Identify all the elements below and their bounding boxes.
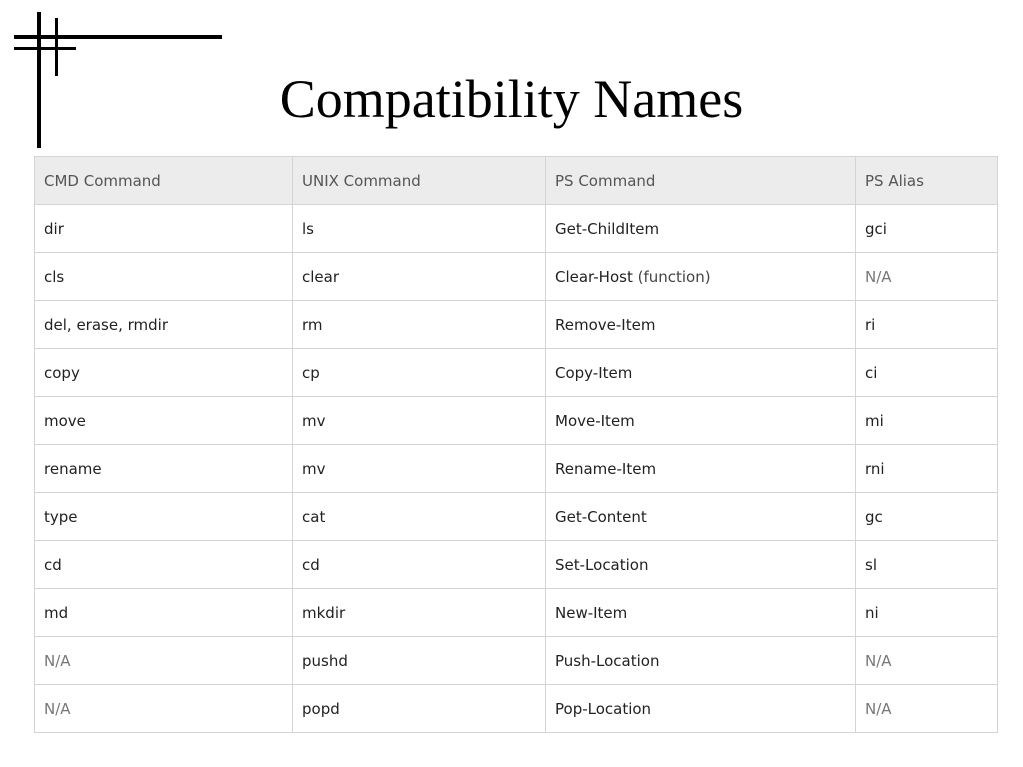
ps-command-cell (546, 637, 856, 685)
table-row (35, 541, 998, 589)
ps-command-text: Remove-Item (555, 315, 656, 334)
table-row (35, 205, 998, 253)
cmd-command-cell: copy (35, 349, 293, 397)
ps-command-cell (546, 445, 856, 493)
unix-command-cell: mkdir (293, 589, 546, 637)
unix-command-cell: ls (293, 205, 546, 253)
table-row (35, 397, 998, 445)
ps-command-cell (546, 493, 856, 541)
unix-command-cell: cp (293, 349, 546, 397)
ps-alias-cell: mi (856, 397, 998, 445)
unix-command-cell: clear (293, 253, 546, 301)
cmd-command-cell: cd (35, 541, 293, 589)
unix-command-cell: mv (293, 397, 546, 445)
ps-command-text: Clear-Host (555, 267, 633, 286)
cmd-command-cell: rename (35, 445, 293, 493)
ps-alias-cell: ci (856, 349, 998, 397)
compatibility-table (34, 156, 998, 733)
table-row (35, 637, 998, 685)
column-header-alias: PS Alias (856, 157, 998, 205)
ps-alias-cell: sl (856, 541, 998, 589)
ps-command-cell (546, 349, 856, 397)
table-body (35, 205, 998, 733)
cmd-command-cell: md (35, 589, 293, 637)
table-header-row (35, 157, 998, 205)
ps-command-cell (546, 205, 856, 253)
ps-command-cell (546, 397, 856, 445)
cmd-command-cell: N/A (35, 685, 293, 733)
ps-alias-cell: N/A (856, 637, 998, 685)
ps-command-text: Copy-Item (555, 363, 633, 382)
ps-command-cell (546, 541, 856, 589)
unix-command-cell: cat (293, 493, 546, 541)
ps-alias-cell: gci (856, 205, 998, 253)
page-title: Compatibility Names (279, 69, 744, 129)
unix-command-cell: pushd (293, 637, 546, 685)
cmd-command-cell: move (35, 397, 293, 445)
table-row (35, 301, 998, 349)
table-row (35, 493, 998, 541)
corner-decoration-line (14, 35, 222, 39)
table-row (35, 349, 998, 397)
unix-command-cell: cd (293, 541, 546, 589)
ps-command-cell (546, 253, 856, 301)
ps-command-note: (function) (632, 267, 711, 286)
ps-command-text: Get-Content (555, 507, 647, 526)
cmd-command-cell: dir (35, 205, 293, 253)
cmd-command-cell: del, erase, rmdir (35, 301, 293, 349)
ps-command-text: Push-Location (555, 651, 660, 670)
ps-alias-cell: ni (856, 589, 998, 637)
column-header-ps: PS Command (546, 157, 856, 205)
table-row (35, 253, 998, 301)
cmd-command-cell: type (35, 493, 293, 541)
ps-command-text: Set-Location (555, 555, 649, 574)
table-row (35, 589, 998, 637)
column-header-unix: UNIX Command (293, 157, 546, 205)
ps-alias-cell: N/A (856, 685, 998, 733)
ps-command-text: Pop-Location (555, 699, 652, 718)
cmd-command-cell: cls (35, 253, 293, 301)
ps-alias-cell: N/A (856, 253, 998, 301)
table-row (35, 445, 998, 493)
corner-decoration-line (14, 47, 76, 50)
ps-command-cell (546, 301, 856, 349)
ps-command-text: Rename-Item (555, 459, 657, 478)
unix-command-cell: popd (293, 685, 546, 733)
ps-alias-cell: rni (856, 445, 998, 493)
table-row (35, 685, 998, 733)
ps-command-text: Get-ChildItem (555, 219, 660, 238)
ps-alias-cell: gc (856, 493, 998, 541)
ps-command-cell (546, 685, 856, 733)
cmd-command-cell: N/A (35, 637, 293, 685)
column-header-cmd: CMD Command (35, 157, 293, 205)
ps-alias-cell: ri (856, 301, 998, 349)
unix-command-cell: rm (293, 301, 546, 349)
ps-command-cell (546, 589, 856, 637)
ps-command-text: Move-Item (555, 411, 635, 430)
unix-command-cell: mv (293, 445, 546, 493)
ps-command-text: New-Item (555, 603, 628, 622)
